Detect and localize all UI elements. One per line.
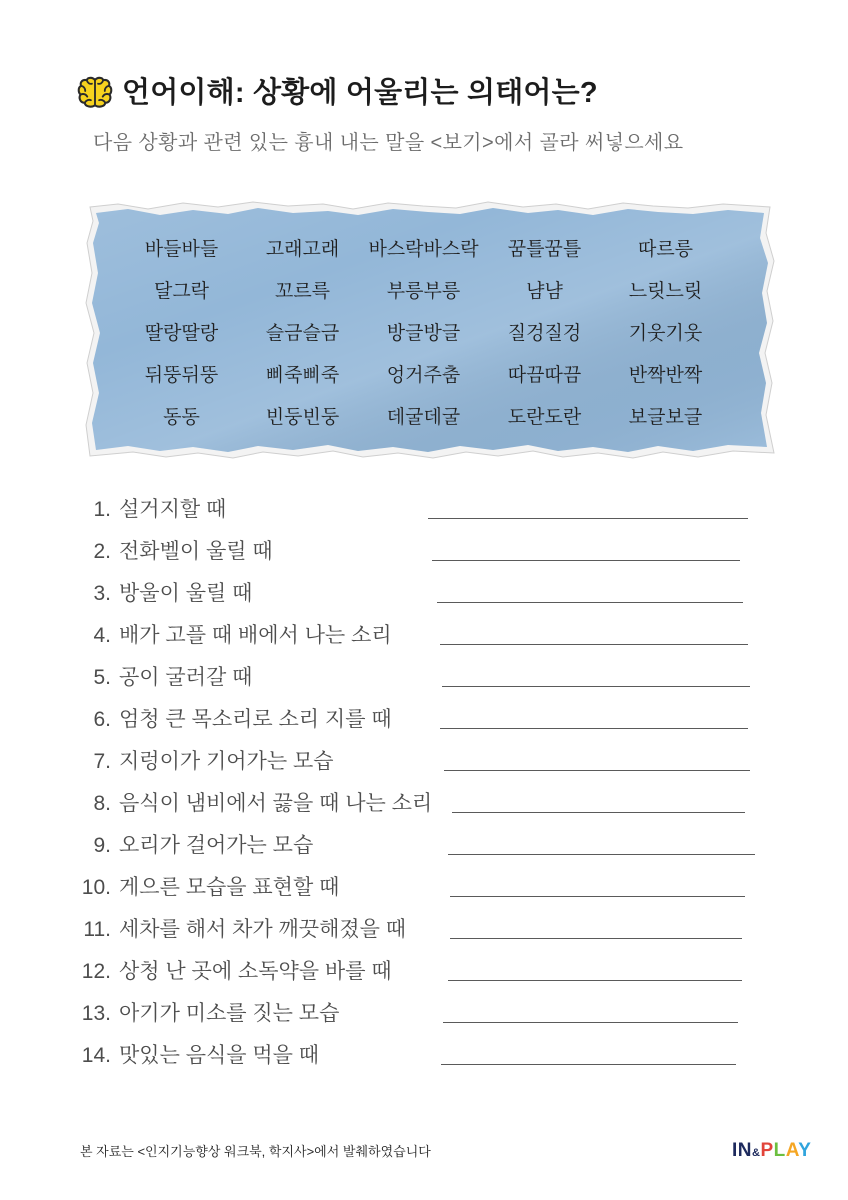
logo-letter-p: P: [760, 1140, 774, 1161]
word-bank-word: 슬금슬금: [265, 322, 340, 344]
answer-blank: [437, 602, 743, 603]
word-bank-word: 보글보글: [628, 406, 703, 428]
source-note: 본 자료는 <인지기능향상 워크북, 학지사>에서 발췌하였습니다: [80, 1144, 431, 1159]
question-text: 오리가 걸어가는 모습: [119, 834, 314, 857]
answer-blank: [443, 1022, 738, 1023]
word-bank-word: 반짝반짝: [628, 364, 703, 386]
question-item: [0, 489, 848, 531]
word-bank-word: 딸랑딸랑: [144, 322, 219, 344]
question-number: 9.: [93, 834, 111, 857]
logo-letter-a: A: [785, 1140, 799, 1161]
question-item: [0, 531, 848, 573]
question-number: 2.: [93, 540, 111, 563]
question-item: [0, 1035, 848, 1077]
word-bank-word: 고래고래: [265, 238, 340, 260]
question-number: 10.: [81, 876, 111, 899]
word-bank-word: 따르릉: [637, 238, 694, 260]
question-text: 엄청 큰 목소리로 소리 지를 때: [119, 708, 392, 731]
question-text: 게으른 모습을 표현할 때: [119, 876, 340, 899]
question-item: [0, 993, 848, 1035]
answer-blank: [440, 644, 748, 645]
answer-blank: [441, 1064, 736, 1065]
question-number: 13.: [81, 1002, 111, 1025]
brain-icon: [76, 75, 114, 110]
answer-blank: [444, 770, 750, 771]
question-number: 8.: [93, 792, 111, 815]
question-number: 3.: [93, 582, 111, 605]
question-number: 14.: [81, 1044, 111, 1067]
in-play-logo: [732, 1140, 811, 1164]
question-number: 7.: [93, 750, 111, 773]
word-bank-word: 방글방글: [386, 322, 461, 344]
answer-blank: [448, 980, 742, 981]
word-bank-word: 삐죽삐죽: [265, 364, 340, 386]
answer-blank: [442, 686, 750, 687]
word-bank-word: 따끔따끔: [507, 364, 582, 386]
question-text: 설거지할 때: [119, 498, 227, 521]
question-text: 방울이 울릴 때: [119, 582, 253, 605]
question-item: [0, 951, 848, 993]
answer-blank: [432, 560, 740, 561]
question-item: [0, 573, 848, 615]
word-bank-word: 질겅질겅: [507, 322, 582, 344]
word-bank-word: 바들바들: [144, 238, 219, 260]
question-list: [0, 489, 848, 1077]
answer-blank: [428, 518, 748, 519]
answer-blank: [450, 938, 742, 939]
word-bank-word: 뒤뚱뒤뚱: [144, 364, 219, 386]
question-item: [0, 867, 848, 909]
word-bank-word: 달그락: [153, 280, 210, 302]
question-text: 아기가 미소를 짓는 모습: [119, 1002, 340, 1025]
question-item: [0, 741, 848, 783]
question-number: 1.: [93, 498, 111, 521]
word-bank: [88, 203, 772, 457]
word-bank-word: 기웃기웃: [628, 322, 703, 344]
question-text: 상청 난 곳에 소독약을 바를 때: [119, 960, 392, 983]
question-text: 음식이 냄비에서 끓을 때 나는 소리: [119, 792, 433, 815]
word-bank-word: 냠냠: [526, 280, 563, 302]
word-bank-word: 엉거주춤: [386, 364, 461, 386]
question-text: 전화벨이 울릴 때: [119, 540, 273, 563]
question-number: 5.: [93, 666, 111, 689]
answer-blank: [448, 854, 755, 855]
instructions-text: 다음 상황과 관련 있는 흉내 내는 말을 <보기>에서 골라 써넣으세요: [93, 132, 684, 154]
answer-blank: [452, 812, 745, 813]
question-number: 6.: [93, 708, 111, 731]
question-item: [0, 825, 848, 867]
question-number: 11.: [83, 918, 111, 941]
question-item: [0, 909, 848, 951]
logo-letter-y: Y: [798, 1140, 812, 1161]
question-item: [0, 657, 848, 699]
word-bank-grid: [121, 226, 726, 436]
logo-ampersand: &: [752, 1147, 761, 1159]
word-bank-word: 바스락바스락: [368, 238, 479, 260]
question-item: [0, 615, 848, 657]
question-item: [0, 783, 848, 825]
word-bank-word: 도란도란: [507, 406, 582, 428]
question-text: 세차를 해서 차가 깨끗해졌을 때: [119, 918, 407, 941]
question-text: 배가 고플 때 배에서 나는 소리: [119, 624, 392, 647]
question-item: [0, 699, 848, 741]
word-bank-word: 데굴데굴: [386, 406, 461, 428]
logo-letter-l: L: [773, 1140, 786, 1161]
word-bank-word: 느릿느릿: [628, 280, 703, 302]
question-number: 4.: [93, 624, 111, 647]
page-title: 언어이해: 상황에 어울리는 의태어는?: [122, 77, 598, 109]
word-bank-word: 꼬르륵: [274, 280, 331, 302]
word-bank-word: 빈둥빈둥: [265, 406, 340, 428]
question-text: 맛있는 음식을 먹을 때: [119, 1044, 320, 1067]
question-text: 공이 굴러갈 때: [119, 666, 253, 689]
word-bank-word: 부릉부릉: [386, 280, 461, 302]
question-number: 12.: [81, 960, 111, 983]
word-bank-word: 동동: [163, 406, 200, 428]
brain-icon-graphic: [76, 75, 114, 110]
question-text: 지렁이가 기어가는 모습: [119, 750, 334, 773]
answer-blank: [450, 896, 745, 897]
word-bank-word: 꿈틀꿈틀: [507, 238, 582, 260]
answer-blank: [440, 728, 748, 729]
logo-letters-in: IN: [732, 1140, 752, 1161]
